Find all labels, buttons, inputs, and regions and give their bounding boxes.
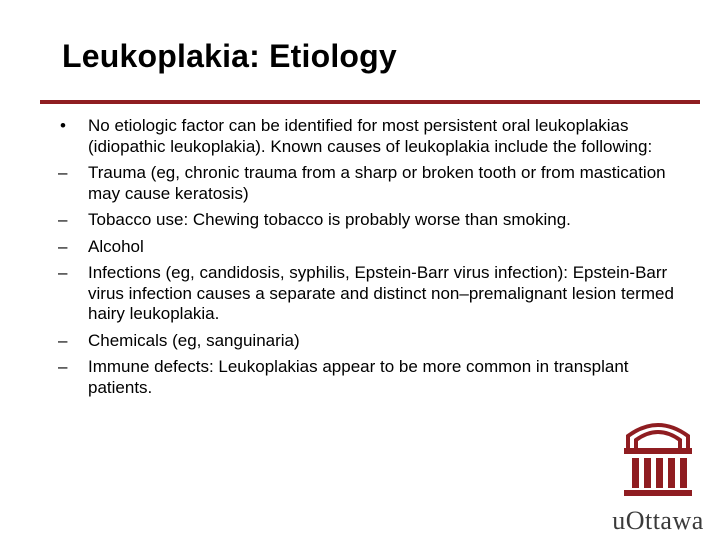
bullet-marker: – — [58, 210, 68, 229]
building-icon — [620, 418, 696, 502]
slide-title: Leukoplakia: Etiology — [62, 38, 397, 74]
bullet-marker: – — [58, 330, 68, 350]
bullet-list — [58, 116, 678, 404]
uottawa-wordmark: uOttawa — [612, 506, 704, 535]
bullet-text: Infections (eg, candidosis, syphilis, Epstein-Barr virus infection): Epstein-Barr virus infection causes a separate and distinct non–premalignant lesion termed hairy leukoplakia. — [88, 263, 674, 323]
bullet-text: Immune defects: Leukoplakias appear to be more common in transplant patients. — [88, 357, 629, 397]
bullet-marker: – — [58, 236, 68, 256]
bullet-text: Chemicals (eg, sanguinaria) — [88, 330, 300, 350]
title-divider — [40, 100, 700, 104]
bullet-marker: – — [58, 357, 68, 376]
bullet-text: Trauma (eg, chronic trauma from a sharp or broken tooth or from mastication may cause keratosis) — [88, 163, 666, 203]
uottawa-logo — [596, 418, 720, 538]
bullet-item — [58, 263, 678, 325]
bullet-item — [58, 331, 678, 352]
bullet-item — [58, 163, 678, 204]
bullet-item — [58, 237, 678, 258]
bullet-marker: – — [58, 263, 68, 282]
bullet-marker: • — [60, 116, 66, 135]
bullet-item — [58, 116, 678, 157]
bullet-marker: – — [58, 163, 68, 182]
bullet-item — [58, 210, 678, 231]
bullet-text: Tobacco use: Chewing tobacco is probably worse than smoking. — [88, 210, 571, 229]
bullet-text: No etiologic factor can be identified for most persistent oral leukoplakias (idiopathic leukoplakia). Known causes of leukoplakia include the following: — [88, 116, 653, 156]
bullet-item — [58, 357, 678, 398]
bullet-text: Alcohol — [88, 236, 144, 256]
